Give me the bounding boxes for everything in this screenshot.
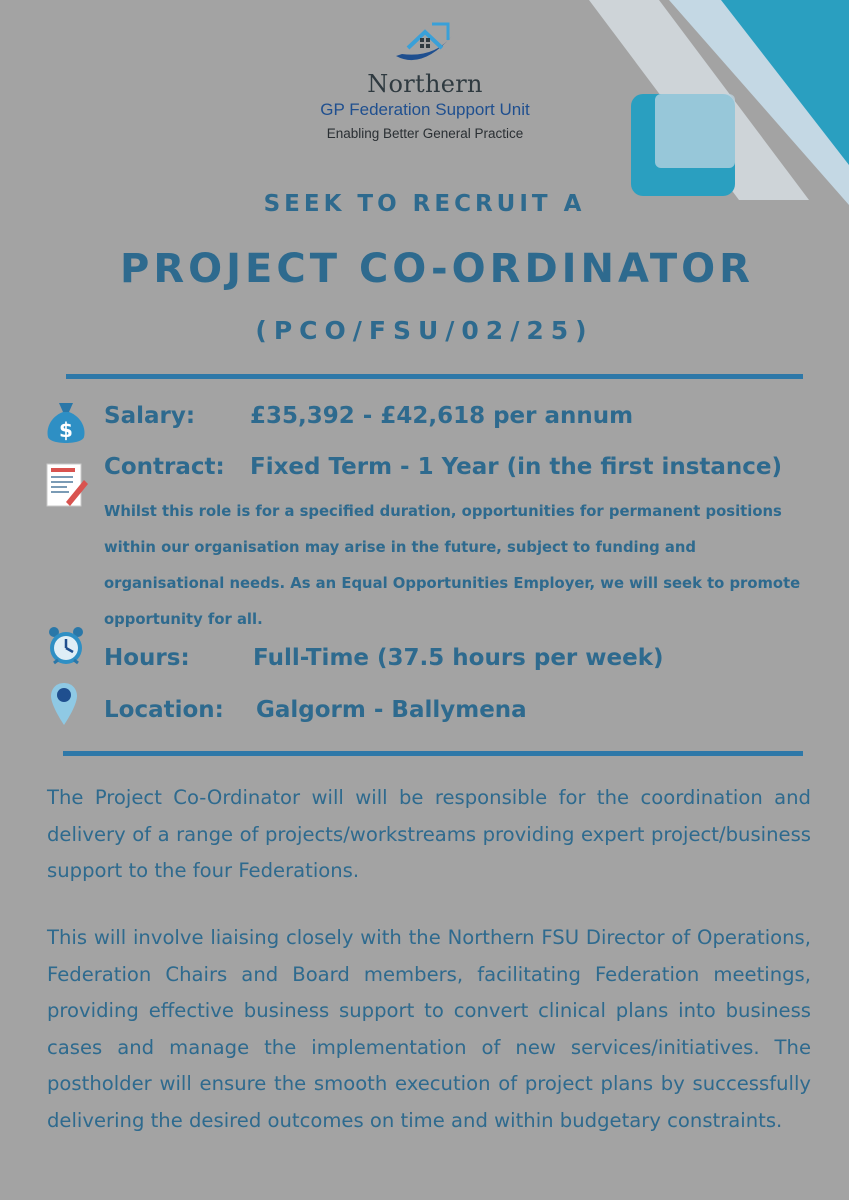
salary-row — [104, 403, 634, 429]
money-bag-icon — [44, 399, 88, 447]
contract-document-icon — [44, 462, 90, 510]
contract-row — [104, 454, 783, 480]
hours-label: Hours: — [104, 645, 190, 671]
svg-text:$: $ — [59, 418, 73, 442]
contract-label: Contract: — [104, 454, 225, 480]
location-value: Galgorm - Ballymena — [256, 697, 527, 723]
description-paragraph-2: This will involve liaising closely with the Northern FSU Director of Operations, Federation Chairs and Board members, facilitating Federation meetings, providing effective business support to convert clinical plans into business cases and manage the implementation of new services/initiatives. The postholder will ensure the smooth execution of project plans by successfully delivering the desired outcomes on time and within budgetary constraints. — [47, 926, 811, 1132]
salary-value: £35,392 - £42,618 per annum — [250, 403, 634, 429]
pre-title: SEEK TO RECRUIT A — [263, 191, 586, 217]
reference-code: (PCO/FSU/02/25) — [255, 316, 594, 345]
logo-name: Northern — [367, 70, 483, 98]
location-label: Location: — [104, 697, 224, 723]
description-paragraph-1: The Project Co-Ordinator will will be responsible for the coordination and delivery of a range of projects/workstreams providing expert project/business support to the four Federations. — [47, 786, 811, 882]
contract-note: Whilst this role is for a specified duration, opportunities for permanent positions within our organisation may arise in the future, subject to funding and organisational needs. As an Equal Opportunities Employer, we will seek to promote opportunity for all. — [104, 503, 801, 628]
divider-top — [66, 374, 803, 379]
logo — [310, 18, 540, 141]
page-title: PROJECT CO-ORDINATOR — [120, 246, 754, 292]
contract-value: Fixed Term - 1 Year (in the first instance) — [250, 454, 783, 480]
house-swoosh-icon — [388, 18, 462, 68]
salary-label: Salary: — [104, 403, 196, 429]
location-pin-icon — [50, 681, 78, 727]
alarm-clock-icon — [46, 625, 86, 667]
location-row — [104, 697, 527, 723]
hours-value: Full-Time (37.5 hours per week) — [253, 645, 664, 671]
divider-bottom — [63, 751, 803, 756]
logo-tagline: Enabling Better General Practice — [326, 126, 524, 141]
logo-subtitle: GP Federation Support Unit — [320, 100, 530, 119]
hours-row — [104, 645, 664, 671]
